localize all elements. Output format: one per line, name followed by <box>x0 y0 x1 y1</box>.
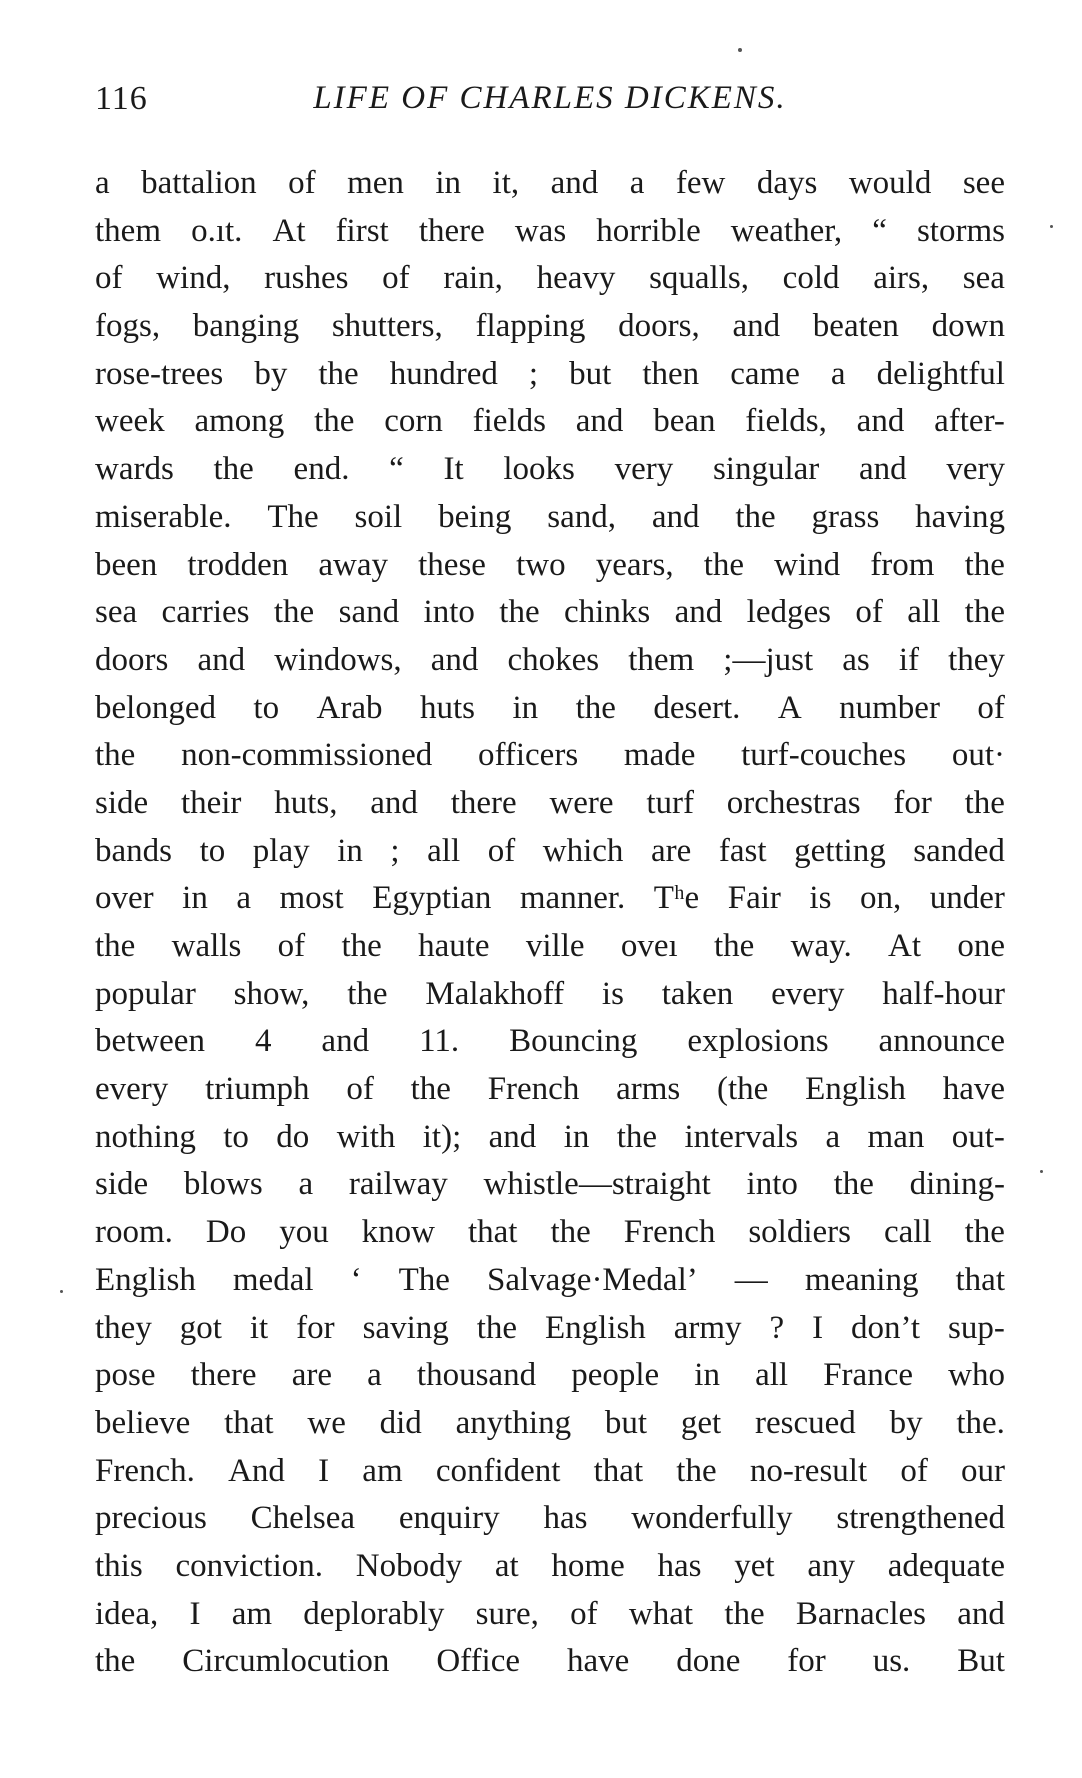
text-line: rose-trees by the hundred ; but then came a delightful <box>95 355 1005 392</box>
page-number: 116 <box>95 80 148 117</box>
text-line: popular show, the Malakhoff is taken every half-hour <box>95 975 1005 1012</box>
running-title: LIFE OF CHARLES DICKENS. <box>313 80 787 116</box>
text-line: bands to play in ; all of which are fast getting sanded <box>95 832 1005 869</box>
text-line: room. Do you know that the French soldiers call the <box>95 1214 1005 1251</box>
text-line: precious Chelsea enquiry has wonderfully strengthened <box>95 1500 1005 1537</box>
running-head <box>95 80 1005 124</box>
text-line: the non-commissioned officers made turf-couches out· <box>95 737 1005 774</box>
text-line: fogs, banging shutters, flapping doors, and beaten down <box>95 308 1005 345</box>
scan-speck <box>1050 225 1053 228</box>
text-line: wards the end. “ It looks very singular and very <box>95 451 1005 488</box>
text-line: week among the corn fields and bean fields, and after- <box>95 403 1005 440</box>
text-line: they got it for saving the English army ? I don’t sup- <box>95 1309 1005 1346</box>
text-line: idea, I am deplorably sure, of what the Barnacles and <box>95 1595 1005 1632</box>
text-line: the Circumlocution Office have done for us. But <box>95 1643 1005 1680</box>
text-line: them o.ıt. At first there was horrible weather, “ storms <box>95 212 1005 249</box>
scan-speck <box>1040 1170 1043 1173</box>
scan-speck <box>738 48 742 52</box>
text-line: doors and windows, and chokes them ;—just as if they <box>95 641 1005 678</box>
text-line: pose there are a thousand people in all France who <box>95 1357 1005 1394</box>
text-line: between 4 and 11. Bouncing explosions announce <box>95 1023 1005 1060</box>
text-line: a battalion of men in it, and a few days would see <box>95 165 1005 201</box>
text-line: the walls of the haute ville oveı the way. At one <box>95 928 1005 964</box>
text-line: of wind, rushes of rain, heavy squalls, cold airs, sea <box>95 260 1005 297</box>
scan-speck <box>60 1290 63 1293</box>
text-line: nothing to do with it); and in the intervals a man out- <box>95 1118 1005 1155</box>
text-line: sea carries the sand into the chinks and ledges of all the <box>95 594 1005 631</box>
text-line: over in a most Egyptian manner. Tʰe Fair is on, under <box>95 880 1005 917</box>
body-text <box>95 160 1005 1686</box>
text-line: miserable. The soil being sand, and the grass having <box>95 498 1005 535</box>
text-line: belonged to Arab huts in the desert. A number of <box>95 689 1005 726</box>
text-line: every triumph of the French arms (the English have <box>95 1071 1005 1108</box>
text-line: English medal ‘ The Salvage·Medal’ — meaning that <box>95 1261 1005 1298</box>
text-line: believe that we did anything but get rescued by the. <box>95 1404 1005 1441</box>
text-line: French. And I am confident that the no-result of our <box>95 1452 1005 1489</box>
text-line: this conviction. Nobody at home has yet any adequate <box>95 1547 1005 1584</box>
text-line: side their huts, and there were turf orchestras for the <box>95 784 1005 821</box>
text-line: side blows a railway whistle—straight into the dining- <box>95 1166 1005 1203</box>
text-line: been trodden away these two years, the wind from the <box>95 546 1005 583</box>
